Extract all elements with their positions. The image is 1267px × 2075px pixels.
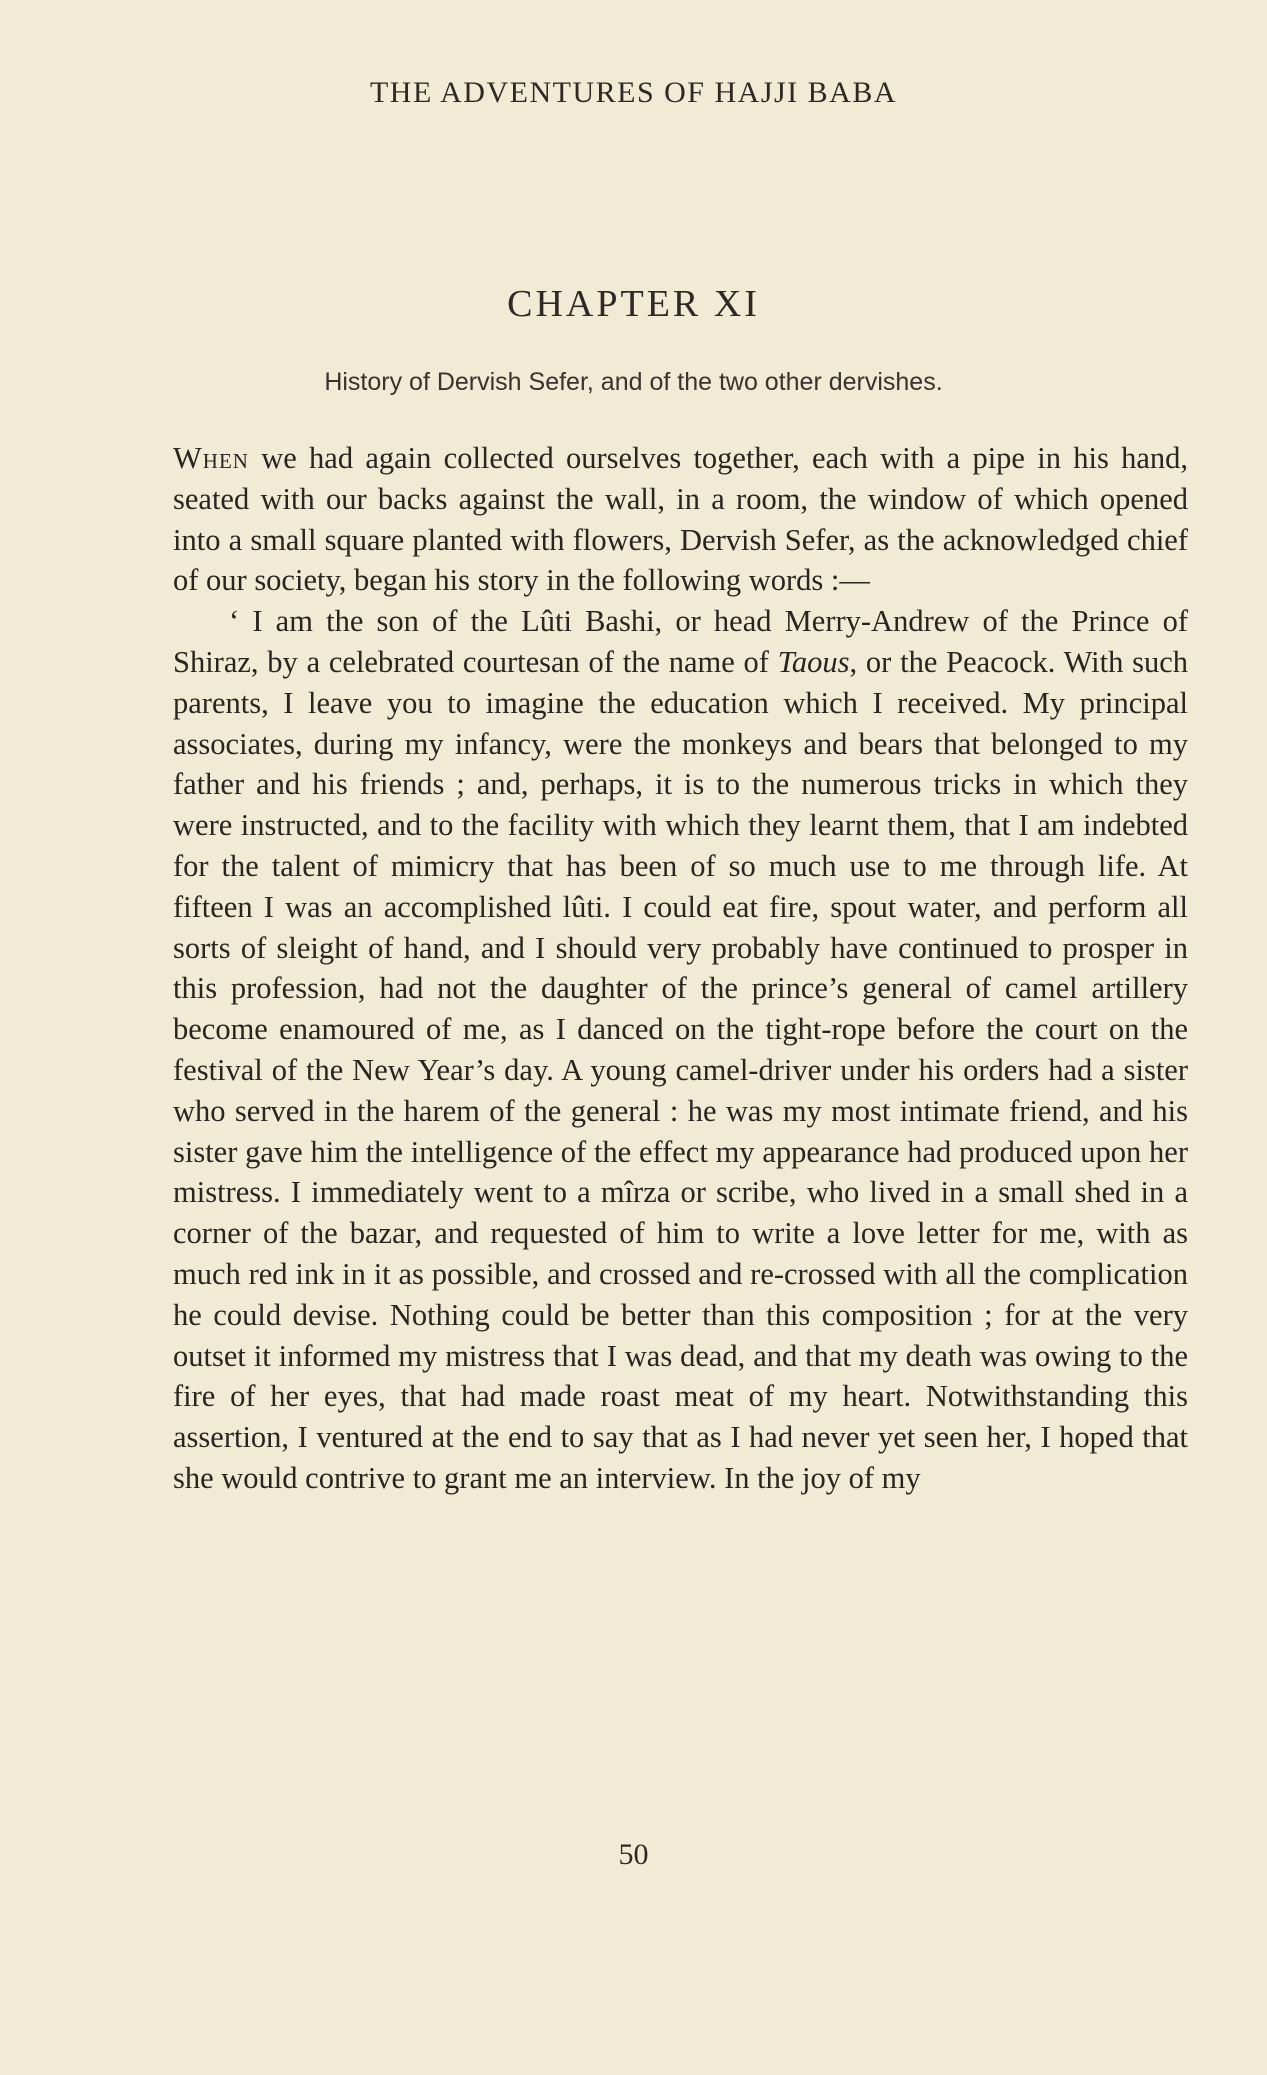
running-head: THE ADVENTURES OF HAJJI BABA — [369, 76, 898, 109]
chapter-title: CHAPTER XI — [507, 283, 760, 325]
paragraph-1-lead-word: When — [173, 441, 249, 475]
page-number: 50 — [618, 1838, 649, 1871]
paragraph-1 — [173, 438, 1188, 601]
paragraph-2 — [173, 601, 1188, 1499]
paragraph-2-italic-word: Taous — [777, 644, 850, 679]
body-text — [173, 438, 1188, 1499]
paragraph-1-text: we had again collected ourselves together, each with a pipe in his hand, seated with our backs against the wall, in a room, the window of which opened into a small square planted with flowers, Dervish Sefer, as the acknowledged chief of our society, began his story in the following words :— — [173, 441, 1188, 598]
paragraph-2-text-part1: ‘ I am the son of the Lûti Bashi, or head Merry-Andrew of the Prince of Shiraz, by a celebrated courtesan of the name of — [173, 604, 1188, 679]
paragraph-2-text-part2: , or the Peacock. With such parents, I leave you to imagine the education which I received. My principal associates, during my infancy, were the monkeys and bears that belonged to my father and his friends ; and, perhaps, it is to the numerous tricks in which they were instructed, and to the facility with which they learnt them, that I am indebted for the talent of mimicry that has been of so much use to me through life. At fifteen I was an accomplished lûti. I could eat fire, spout water, and perform all sorts of sleight of hand, and I should very probably have continued to prosper in this profession, had not the daughter of the prince’s general of camel artillery become enamoured of me, as I danced on the tight-rope before the court on the festival of the New Year’s day. A young camel-driver under his orders had a sister who served in the harem of the general : he was my most intimate friend, and his sister gave him the intelligence of the effect my appearance had produced upon her mistress. I immediately went to a mîrza or scribe, who lived in a small shed in a corner of the bazar, and requested of him to write a love letter for me, with as much red ink in it as possible, and crossed and re-crossed with all the complication he could devise. Nothing could be better than this composition ; for at the very outset it informed my mistress that I was dead, and that my death was owing to the fire of her eyes, that had made roast meat of my heart. Notwithstanding this assertion, I ventured at the end to say that as I had never yet seen her, I hoped that she would contrive to grant me an interview. In the joy of my — [173, 644, 1188, 1495]
chapter-summary: History of Dervish Sefer, and of the two other dervishes. — [324, 368, 943, 396]
